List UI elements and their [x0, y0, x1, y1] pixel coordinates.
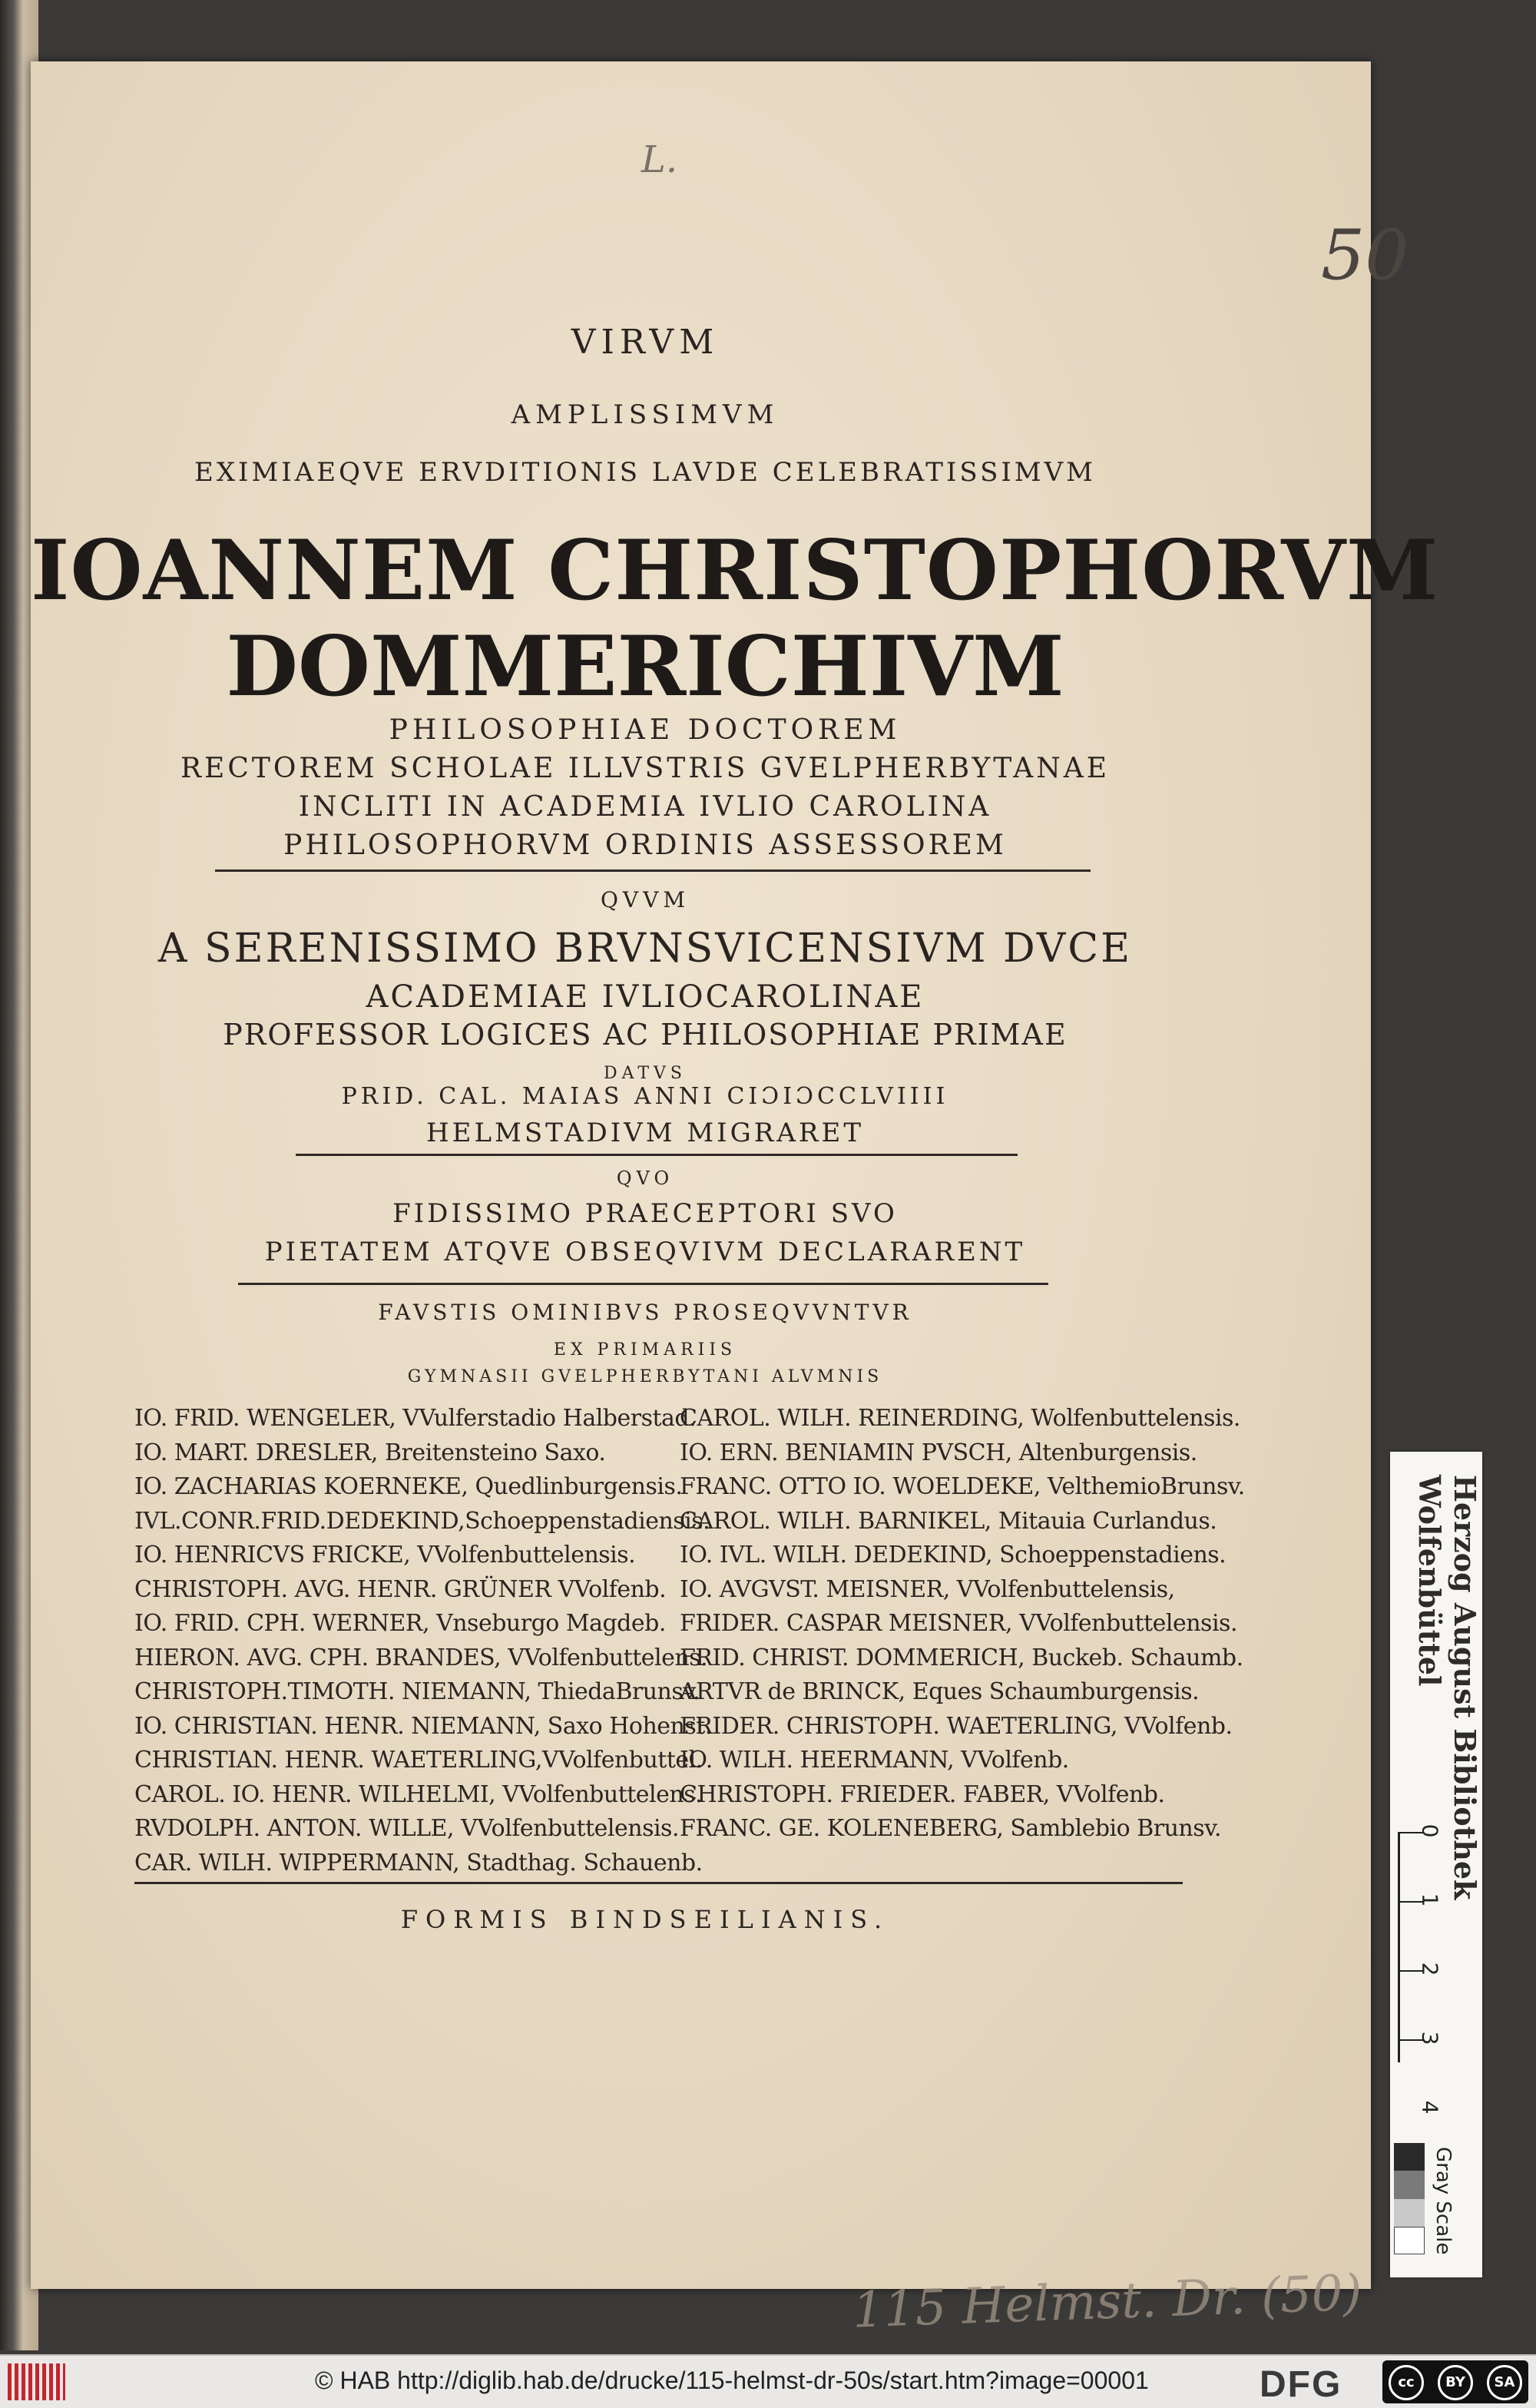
signatory-name: FRIDER. CHRISTOPH. WAETERLING, VVolfenb.: [680, 1712, 1233, 1740]
honoree-title-1: PHILOSOPHIAE DOCTOREM: [389, 714, 902, 746]
occasion-serenissimo: A SERENISSIMO BRVNSVICENSIVM DVCE: [157, 926, 1133, 972]
signatory-name: IO. WILH. HEERMANN, VVolfenb.: [680, 1747, 1069, 1774]
honoree-name-line-1: IOANNEM CHRISTOPHORVM: [31, 522, 1439, 619]
signatory-name: IO. CHRISTIAN. HENR. NIEMANN, Saxo Hohenst.: [134, 1712, 712, 1740]
honoree-title-4: PHILOSOPHORVM ORDINIS ASSESSOREM: [283, 830, 1007, 861]
gray-swatch: [1394, 2227, 1425, 2254]
signatory-name: IO. AVGVST. MEISNER, VVolfenbuttelensis,: [680, 1575, 1175, 1603]
library-name-line-1: Herzog August Bibliothek: [1448, 1475, 1482, 1900]
signatory-name: RVDOLPH. ANTON. WILLE, VVolfenbuttelensis.: [134, 1815, 679, 1842]
signatories-right-column: [680, 1402, 1245, 1847]
gray-scale-label: Gray Scale: [1432, 2147, 1455, 2255]
honoree-title-3: INCLITI IN ACADEMIA IVLIO CAROLINA: [298, 791, 992, 823]
top-pencil-mark: L.: [641, 138, 678, 181]
handwritten-shelf-mark: 115 Helmst. Dr. (50): [851, 2264, 1363, 2340]
gray-swatch: [1394, 2143, 1425, 2171]
cc-icon: cc: [1389, 2365, 1424, 2400]
signatory-name: IO. FRID. WENGELER, VVulferstadio Halberstad.: [134, 1405, 697, 1432]
ruler-label: 2: [1417, 1962, 1443, 1976]
occasion-academiae: ACADEMIAE IVLIOCAROLINAE: [366, 979, 925, 1015]
heading-eximiaeque: EXIMIAEQVE ERVDITIONIS LAVDE CELEBRATISSIMVM: [194, 457, 1096, 488]
gray-swatch: [1394, 2171, 1425, 2198]
signatory-name: CHRISTIAN. HENR. WAETERLING,VVolfenbuttel.: [134, 1747, 703, 1774]
signatory-name: IO. ZACHARIAS KOERNEKE, Quedlinburgensis.: [134, 1473, 683, 1500]
source-url[interactable]: © HAB http://diglib.hab.de/drucke/115-helmst-dr-50s/start.htm?image=00001: [315, 2367, 1149, 2394]
signatory-name: FRANC. GE. KOLENEBERG, Samblebio Brunsv.: [680, 1815, 1222, 1842]
signatories-left-column: [134, 1402, 712, 1880]
ruler-scale: [1398, 1823, 1477, 2115]
signatory-name: CHRISTOPH. AVG. HENR. GRÜNER VVolfenb.: [134, 1575, 667, 1603]
ruler-label: 4: [1417, 2100, 1443, 2115]
signatory-name: CHRISTOPH. FRIEDER. FABER, VVolfenb.: [680, 1780, 1165, 1808]
color-reference-card: [1390, 1452, 1482, 2277]
signatory-name: CAROL. WILH. REINERDING, Wolfenbuttelensis.: [680, 1405, 1240, 1432]
signatory-name: CAROL. WILH. BARNIKEL, Mitauia Curlandus.: [680, 1507, 1217, 1535]
signatory-name: FRID. CHRIST. DOMMERICH, Buckeb. Schaumb.: [680, 1644, 1243, 1671]
hab-logo-icon: [8, 2363, 65, 2400]
signatory-name: CAR. WILH. WIPPERMANN, Stadthag. Schauenb.: [134, 1849, 703, 1876]
honoree-name-line-2: DOMMERICHIVM: [226, 618, 1064, 715]
viewer-footer: [0, 2354, 1536, 2408]
ruler-label: 0: [1417, 1823, 1443, 1838]
cc-by-icon: BY: [1438, 2365, 1473, 2400]
dfg-logo: DFG: [1260, 2364, 1342, 2405]
dedication-pietatem: PIETATEM ATQVE OBSEQVIVM DECLARARENT: [264, 1237, 1026, 1267]
signatory-name: IO. MART. DRESLER, Breitensteino Saxo.: [134, 1439, 606, 1466]
printer-imprint: FORMIS BINDSEILIANIS.: [400, 1905, 890, 1934]
signatories-heading: FAVSTIS OMINIBVS PROSEQVVNTVR: [378, 1300, 912, 1325]
creative-commons-badge[interactable]: [1382, 2360, 1528, 2403]
divider-rule: [134, 1882, 1183, 1884]
gray-swatch: [1394, 2199, 1425, 2227]
signatories-subheading: EX PRIMARIIS: [553, 1340, 737, 1360]
signatory-name: HIERON. AVG. CPH. BRANDES, VVolfenbuttelens.: [134, 1644, 708, 1671]
signatories-school: GYMNASII GVELPHERBYTANI ALVMNIS: [407, 1367, 883, 1386]
divider-rule: [215, 869, 1091, 872]
heading-virum: VIRVM: [571, 323, 720, 362]
signatory-name: ARTVR de BRINCK, Eques Schaumburgensis.: [680, 1678, 1200, 1705]
signatory-name: FRANC. OTTO IO. WOELDEKE, VelthemioBrunsv.: [680, 1473, 1245, 1500]
handwritten-page-number: 50: [1321, 215, 1409, 296]
occasion-quum: QVVM: [600, 887, 690, 913]
divider-rule: [238, 1283, 1048, 1285]
signatory-name: IO. IVL. WILH. DEDEKIND, Schoeppenstadiens.: [680, 1542, 1226, 1568]
honoree-title-2: RECTOREM SCHOLAE ILLVSTRIS GVELPHERBYTANAE: [180, 753, 1111, 784]
signatory-name: IO. HENRICVS FRICKE, VVolfenbuttelensis.: [134, 1542, 636, 1568]
library-name-line-2: Wolfenbüttel: [1412, 1475, 1447, 1687]
signatory-name: CAROL. IO. HENR. WILHELMI, VVolfenbuttelens.: [134, 1780, 703, 1808]
cc-sa-icon: SA: [1487, 2365, 1522, 2400]
ruler-label: 3: [1417, 2031, 1443, 2045]
ruler-label: 1: [1417, 1893, 1443, 1907]
divider-rule: [296, 1154, 1018, 1156]
heading-amplissimum: AMPLISSIMVM: [511, 399, 780, 430]
signatory-name: IO. ERN. BENIAMIN PVSCH, Altenburgensis.: [680, 1439, 1197, 1466]
dedication-quo: QVO: [616, 1168, 674, 1189]
dedication-fidissimo: FIDISSIMO PRAECEPTORI SVO: [392, 1198, 898, 1229]
signatory-name: FRIDER. CASPAR MEISNER, VVolfenbuttelensis.: [680, 1610, 1237, 1637]
occasion-datus: DATVS: [604, 1064, 687, 1083]
signatory-name: CHRISTOPH.TIMOTH. NIEMANN, ThiedaBrunsv.: [134, 1678, 700, 1705]
occasion-date: PRID. CAL. MAIAS ANNI CIƆIƆCCLVIIII: [341, 1083, 949, 1110]
signatory-name: IVL.CONR.FRID.DEDEKIND,Schoeppenstadiensis.: [134, 1507, 710, 1535]
occasion-professor: PROFESSOR LOGICES AC PHILOSOPHIAE PRIMAE: [223, 1018, 1068, 1052]
gray-scale-swatches: [1394, 2143, 1425, 2254]
occasion-helmstadium: HELMSTADIVM MIGRARET: [425, 1118, 865, 1148]
signatory-name: IO. FRID. CPH. WERNER, Vnseburgo Magdeb.: [134, 1610, 666, 1637]
